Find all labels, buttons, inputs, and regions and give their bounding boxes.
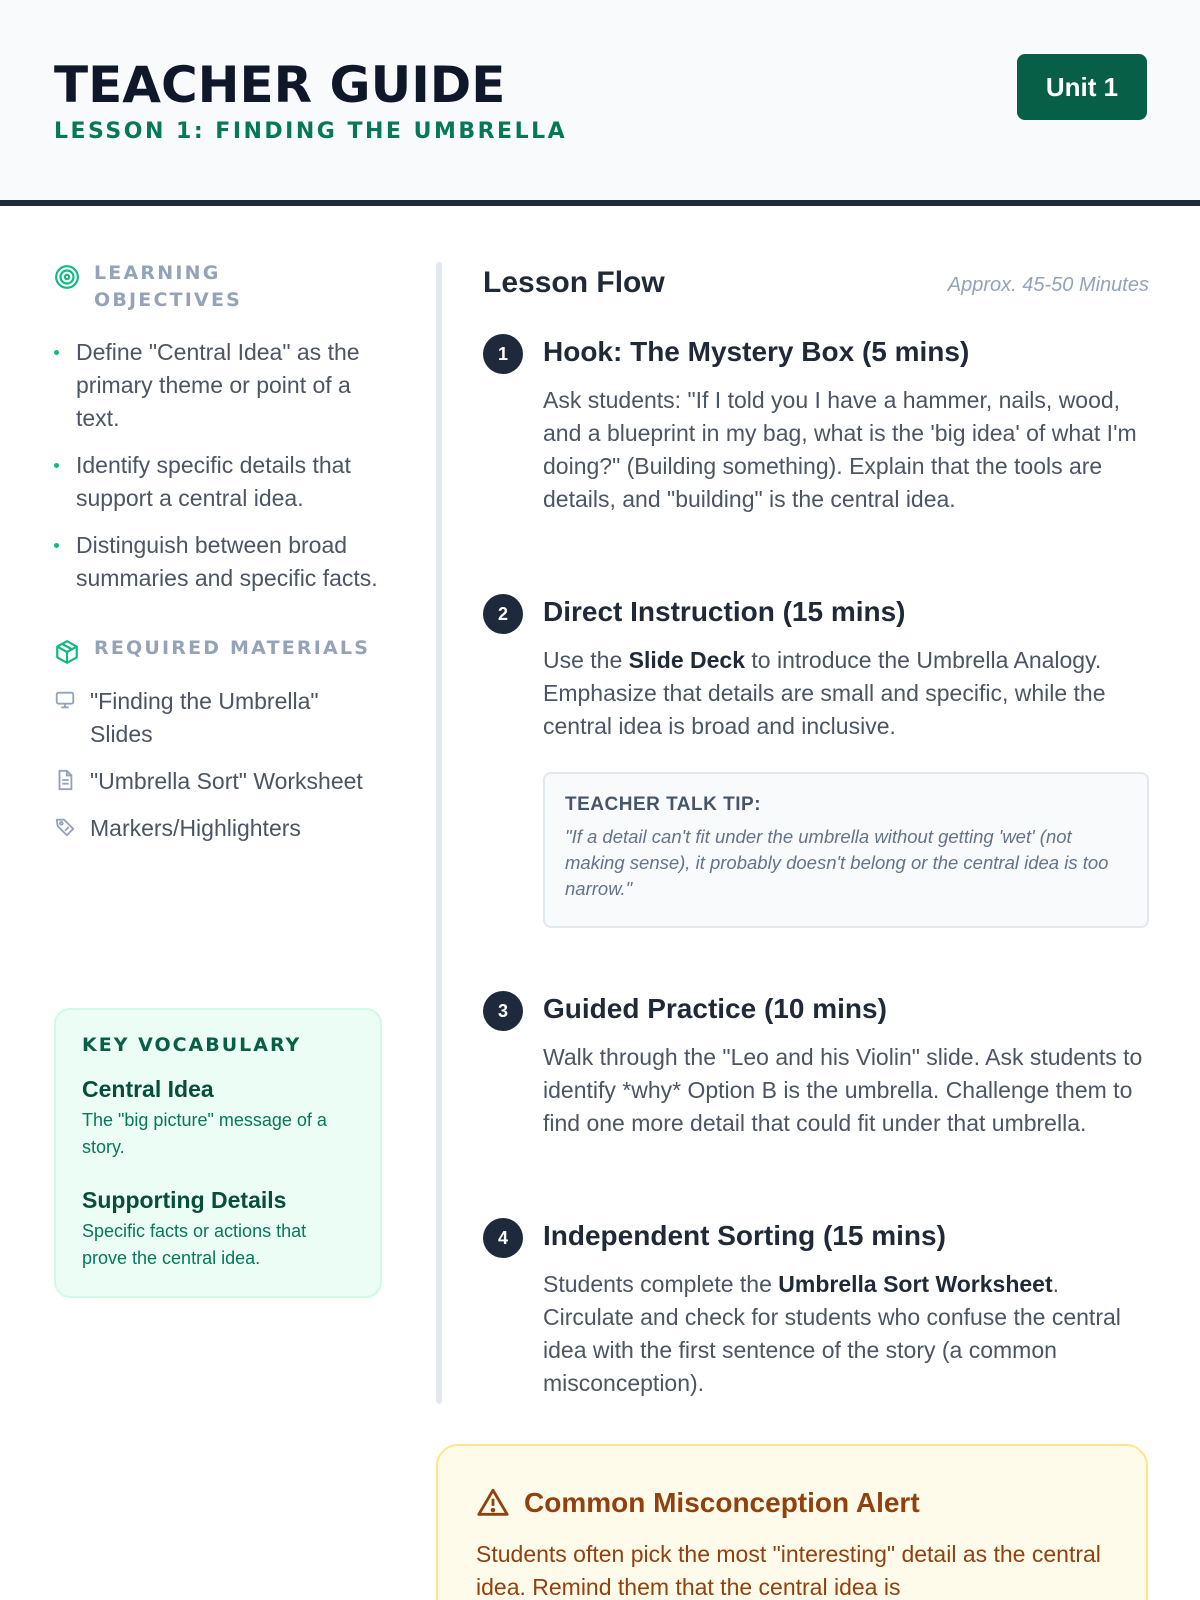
lesson-flow-title: Lesson Flow (483, 266, 665, 299)
objectives-heading-line1: LEARNING (94, 262, 221, 284)
tip-heading: TEACHER TALK TIP: (565, 794, 762, 815)
vocab-definition: Specific facts or actions that prove the central idea. (82, 1221, 307, 1268)
step-number: 3 (483, 991, 523, 1031)
vocabulary-heading: KEY VOCABULARY (82, 1034, 302, 1056)
list-item: Markers/Highlighters (54, 812, 384, 845)
objectives-list (54, 336, 384, 595)
step-number: 1 (483, 334, 523, 374)
target-icon (54, 264, 80, 290)
marker-icon (54, 816, 76, 838)
list-item: "Umbrella Sort" Worksheet (54, 765, 384, 798)
page-header (0, 0, 1200, 206)
step-title: Hook: The Mystery Box (5 mins) (543, 336, 970, 367)
vocab-term: Central Idea (82, 1076, 214, 1102)
teacher-tip-box (543, 772, 1149, 928)
document-icon (54, 769, 76, 791)
monitor-icon (54, 689, 76, 711)
list-item: Define "Central Idea" as the primary theme or point of a text. (54, 336, 384, 435)
step-title: Guided Practice (10 mins) (543, 993, 887, 1024)
step-body: Ask students: "If I told you I have a hammer, nails, wood, and a blueprint in my bag, what is the 'big idea' of what I'm doing?" (Building something). Explain that the tools are details, and "building" is the central idea. (543, 387, 1137, 512)
materials-heading: REQUIRED MATERIALS (54, 635, 384, 665)
vocab-definition: The "big picture" message of a story. (82, 1110, 327, 1157)
vocabulary-card (54, 1008, 382, 1298)
objectives-heading-line2: OBJECTIVES (94, 289, 243, 311)
warning-icon (476, 1486, 510, 1520)
list-item: "Finding the Umbrella" Slides (54, 685, 384, 751)
alert-heading: Common Misconception Alert (524, 1487, 920, 1518)
list-item: Identify specific details that support a central idea. (54, 449, 384, 515)
step-title: Independent Sorting (15 mins) (543, 1220, 946, 1251)
box-icon (54, 639, 80, 665)
tip-text: "If a detail can't fit under the umbrella without getting 'wet' (not making sense), it probably doesn't belong or the central idea is too narrow." (565, 826, 1109, 899)
misconception-alert (436, 1444, 1148, 1600)
step-title: Direct Instruction (15 mins) (543, 596, 906, 627)
column-divider (436, 262, 442, 1404)
step-body: Use the Slide Deck to introduce the Umbrella Analogy. Emphasize that details are small and specific, while the central idea is broad and inclusive. (543, 647, 1106, 739)
objectives-heading (54, 260, 384, 314)
step-number: 2 (483, 594, 523, 634)
alert-text: Students often pick the most "interesting" detail as the central idea. Remind them that the central idea is (476, 1541, 1101, 1600)
step-number: 4 (483, 1218, 523, 1258)
vocab-term: Supporting Details (82, 1187, 287, 1213)
step-body: Walk through the "Leo and his Violin" slide. Ask students to identify *why* Option B is the umbrella. Challenge them to find one more detail that could fit under that umbrella. (543, 1044, 1143, 1136)
lesson-subtitle: LESSON 1: FINDING THE UMBRELLA (54, 119, 568, 144)
page-title: TEACHER GUIDE (54, 56, 506, 114)
sidebar (54, 260, 384, 859)
unit-badge: Unit 1 (1017, 54, 1147, 120)
lesson-duration: Approx. 45-50 Minutes (947, 274, 1149, 296)
list-item: Distinguish between broad summaries and specific facts. (54, 529, 384, 595)
step-body: Students complete the Umbrella Sort Worksheet. Circulate and check for students who confuse the central idea with the first sentence of the story (a common misconception). (543, 1271, 1121, 1396)
materials-list (54, 685, 384, 845)
